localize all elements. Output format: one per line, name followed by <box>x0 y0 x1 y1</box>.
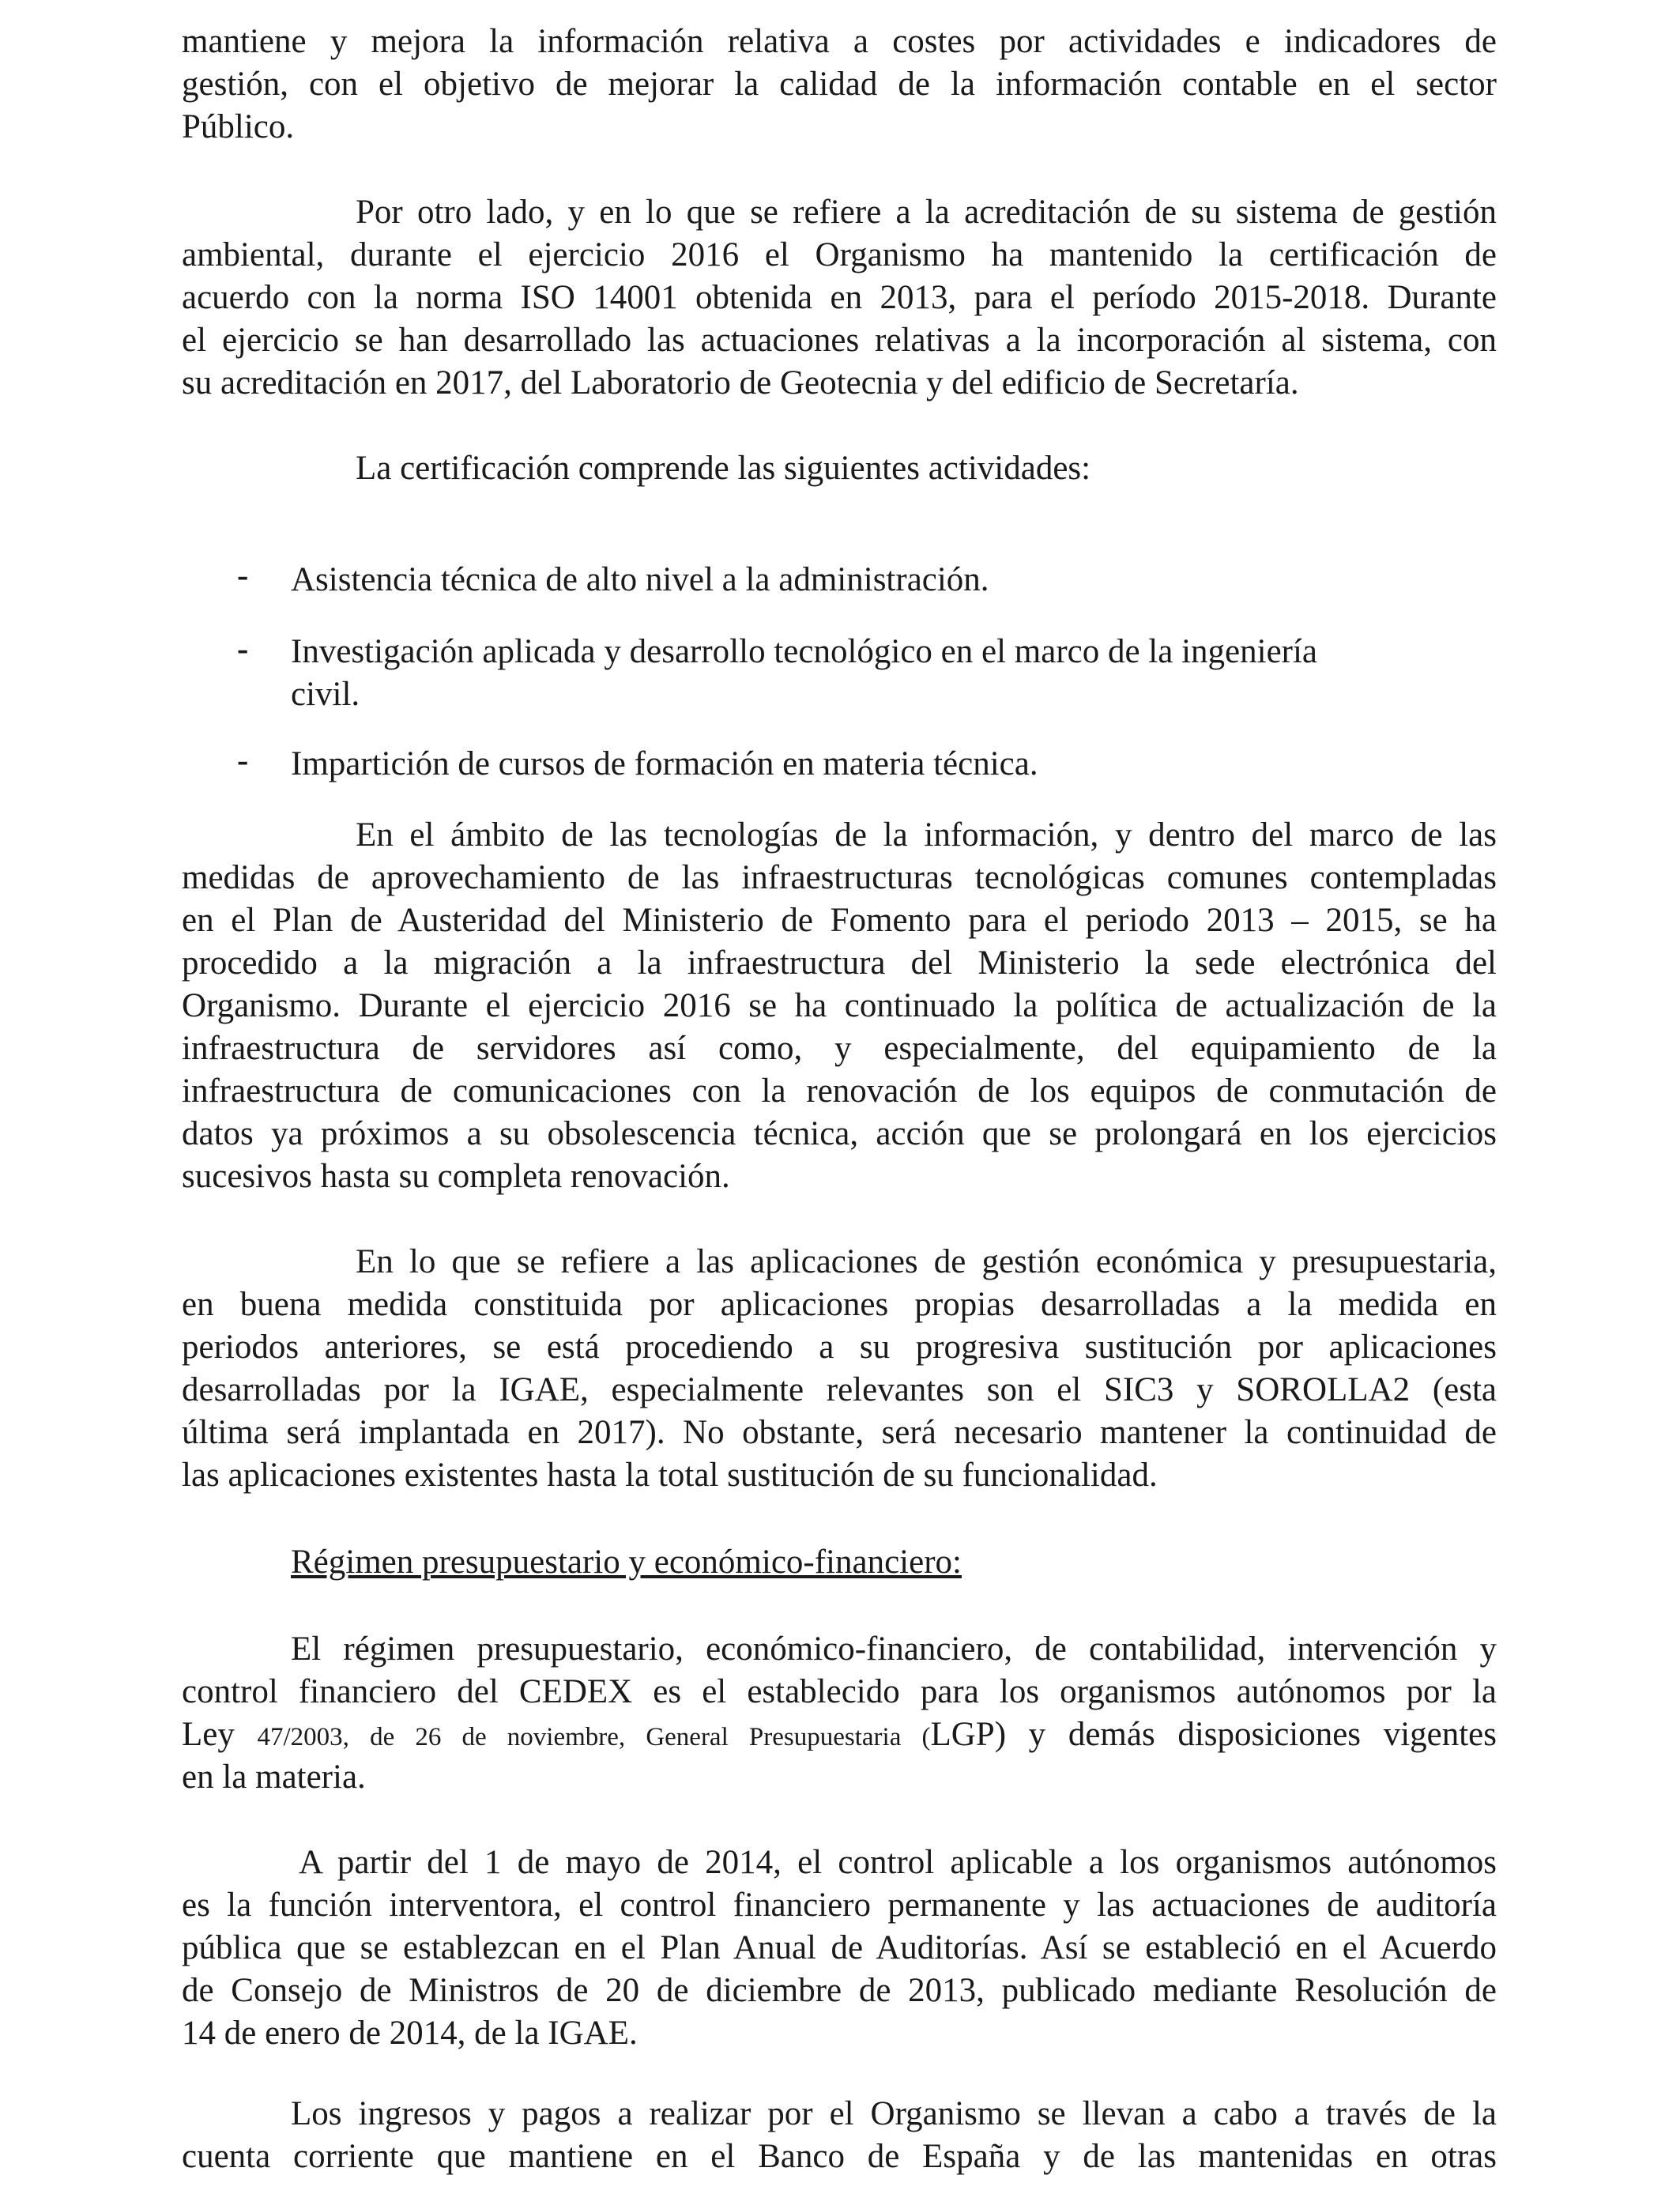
text-run: 47/2003, de 26 de noviembre, General Presupuestaria ( <box>257 1723 931 1751</box>
paragraph-costes <box>182 21 1497 149</box>
list-item <box>291 631 1500 716</box>
text-line: Público. <box>182 108 295 145</box>
text-line: Organismo. Durante el ejercicio 2016 se ha continuado la política de actualización de la <box>182 987 1497 1024</box>
text-line: 14 de enero de 2014, de la IGAE. <box>182 2015 638 2052</box>
list-bullet: - <box>237 742 249 779</box>
text-line: En el ámbito de las tecnologías de la información, y dentro del marco de las <box>356 816 1497 854</box>
text-line: cuenta corriente que mantiene en el Banco de España y de las mantenidas en otras <box>182 2138 1497 2175</box>
text-line: sucesivos hasta su completa renovación. <box>182 1158 730 1195</box>
text-run: Ley <box>182 1716 258 1753</box>
text-line: las aplicaciones existentes hasta la total sustitución de su funcionalidad. <box>182 1457 1158 1494</box>
text-line: ambiental, durante el ejercicio 2016 el Organismo ha mantenido la certificación de <box>182 236 1497 273</box>
list-item-text: Asistencia técnica de alto nivel a la administración. <box>291 561 989 598</box>
paragraph-regimen <box>182 1628 1497 1799</box>
list-item-text: Impartición de cursos de formación en materia técnica. <box>291 745 1038 782</box>
list-item <box>291 743 1500 786</box>
paragraph-tecnologias-informacion <box>182 814 1497 1198</box>
text-line: gestión, con el objetivo de mejorar la calidad de la información contable en el sector <box>182 66 1497 103</box>
list-bullet: - <box>237 631 249 668</box>
list-item <box>291 559 1500 601</box>
paragraph-control <box>182 1842 1497 2055</box>
text-line: control financiero del CEDEX es el establecido para los organismos autónomos por la <box>182 1673 1497 1710</box>
text-line: es la función interventora, el control financiero permanente y las actuaciones de auditoría <box>182 1887 1497 1924</box>
text-line: El régimen presupuestario, económico-financiero, de contabilidad, intervención y <box>291 1630 1497 1668</box>
text-line: A partir del 1 de mayo de 2014, el control aplicable a los organismos autónomos <box>299 1844 1497 1881</box>
section-heading: Régimen presupuestario y económico-financiero: <box>291 1544 962 1581</box>
text-line: Por otro lado, y en lo que se refiere a la acreditación de su sistema de gestión <box>356 194 1497 231</box>
list-item-text: Investigación aplicada y desarrollo tecnológico en el marco de la ingeniería <box>291 633 1318 670</box>
text-line: procedido a la migración a la infraestructura del Ministerio la sede electrónica del <box>182 944 1497 982</box>
text-line: su acreditación en 2017, del Laboratorio de Geotecnia y del edificio de Secretaría. <box>182 364 1299 401</box>
text-line: desarrolladas por la IGAE, especialmente relevantes son el SIC3 y SOROLLA2 (esta <box>182 1371 1497 1408</box>
text-line: en el Plan de Austeridad del Ministerio de Fomento para el periodo 2013 – 2015, se ha <box>182 902 1497 939</box>
list-item-text: civil. <box>291 676 360 713</box>
text-line: infraestructura de servidores así como, y especialmente, del equipamiento de la <box>182 1030 1497 1067</box>
paragraph-certificacion <box>182 447 1497 490</box>
text-run: LGP) y demás disposiciones vigentes <box>930 1716 1497 1753</box>
text-line: periodos anteriores, se está procediendo a su progresiva sustitución por aplicaciones <box>182 1329 1497 1366</box>
text-line: En lo que se refiere a las aplicaciones de gestión económica y presupuestaria, <box>356 1243 1497 1280</box>
text-line: acuerdo con la norma ISO 14001 obtenida en 2013, para el período 2015-2018. Durante <box>182 279 1497 316</box>
text-line: medidas de aprovechamiento de las infraestructuras tecnológicas comunes contempladas <box>182 859 1497 896</box>
list-bullet: - <box>237 557 249 594</box>
text-line: Los ingresos y pagos a realizar por el Organismo se llevan a cabo a través de la <box>291 2095 1497 2132</box>
text-line: pública que se establezcan en el Plan Anual de Auditorías. Así se estableció en el Acuerdo <box>182 1929 1497 1966</box>
text-line: última será implantada en 2017). No obstante, será necesario mantener la continuidad de <box>182 1414 1497 1451</box>
text-line: en buena medida constituida por aplicaciones propias desarrolladas a la medida en <box>182 1286 1497 1323</box>
paragraph-ingresos-pagos <box>182 2093 1497 2178</box>
text-line: mantiene y mejora la información relativa a costes por actividades e indicadores de <box>182 23 1497 60</box>
text-line: infraestructura de comunicaciones con la renovación de los equipos de conmutación de <box>182 1072 1497 1110</box>
paragraph-gestion-ambiental <box>182 191 1497 405</box>
text-line: en la materia. <box>182 1759 366 1796</box>
text-line: el ejercicio se han desarrollado las actuaciones relativas a la incorporación al sistema, con <box>182 322 1497 359</box>
text-line <box>182 1713 1497 1756</box>
text-line: datos ya próximos a su obsolescencia técnica, acción que se prolongará en los ejercicios <box>182 1115 1497 1152</box>
paragraph-aplicaciones-gestion <box>182 1241 1497 1497</box>
text-line: La certificación comprende las siguientes actividades: <box>356 450 1091 487</box>
text-line: de Consejo de Ministros de 20 de diciembre de 2013, publicado mediante Resolución de <box>182 1972 1497 2009</box>
